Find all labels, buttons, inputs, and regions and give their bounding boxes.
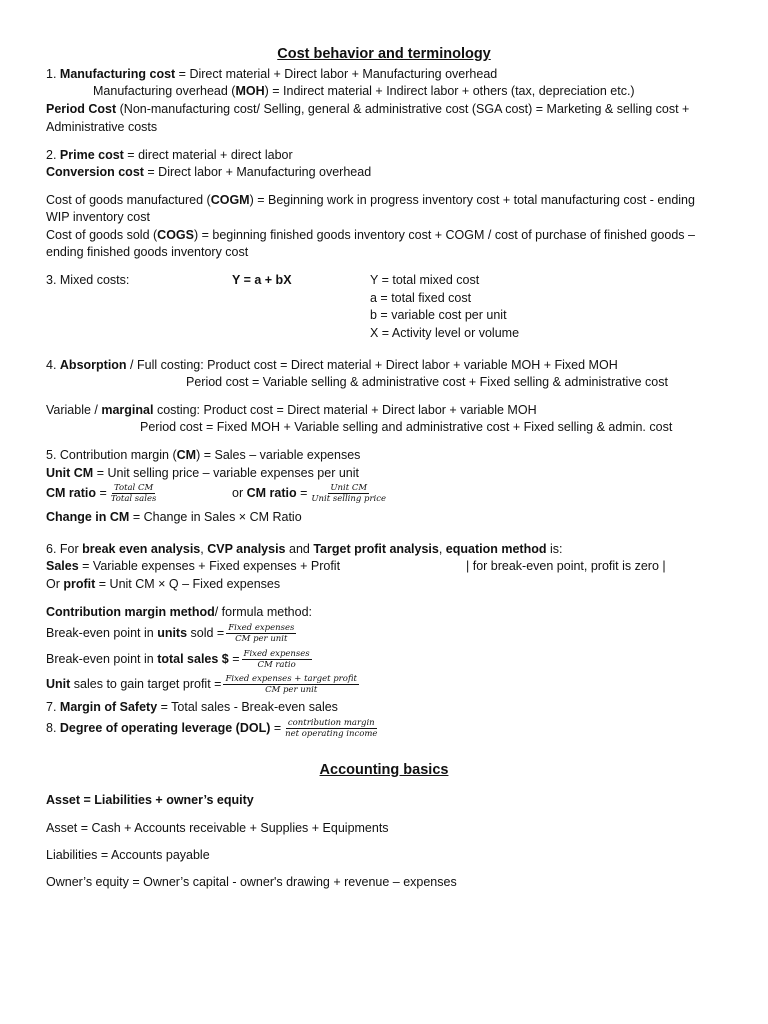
term: Degree of operating leverage (DOL): [59, 721, 271, 735]
change-in-cm-line: [46, 509, 302, 525]
variable-period-line: Period cost = Fixed MOH + Variable selling and administrative cost + Fixed selling & admin. cost: [140, 420, 673, 434]
term: Conversion cost: [46, 165, 144, 179]
period-cost-line-2: Administrative costs: [46, 120, 158, 134]
text: sold =: [187, 626, 225, 640]
numerator: Fixed expenses + target profit: [225, 674, 357, 685]
text: 6. For: [46, 542, 83, 556]
mixed-costs-label: 3. Mixed costs:: [46, 273, 130, 287]
section-title-cost-behavior: Cost behavior and terminology: [277, 46, 491, 62]
asset-line: Asset = Cash + Accounts receivable + Supplies + Equipments: [46, 821, 389, 835]
liabilities-line: Liabilities = Accounts payable: [46, 848, 210, 862]
absorption-line: [46, 357, 618, 373]
term: Target profit analysis: [313, 542, 439, 556]
term: Absorption: [59, 358, 127, 372]
break-even-sales-formula: [46, 646, 312, 672]
period-cost-line: [46, 101, 689, 117]
text: = Unit CM × Q – Fixed expenses: [95, 577, 281, 591]
term: CM: [176, 448, 197, 462]
text: ) = Beginning work in progress inventory cost + total manufacturing cost - ending: [249, 193, 695, 207]
text: = direct material + direct labor: [123, 148, 293, 162]
mixed-costs-formula: Y = a + bX: [232, 273, 292, 287]
dol-formula: [46, 715, 379, 741]
cm-ratio-formula: [46, 480, 158, 506]
break-even-units-formula: [46, 620, 296, 646]
numerator: Unit CM: [330, 483, 368, 494]
moh-line: [93, 83, 635, 99]
term: MOH: [235, 84, 265, 98]
contribution-margin-line: [46, 447, 360, 463]
text: =: [270, 721, 282, 735]
fraction: [226, 623, 296, 644]
numerator: Fixed expenses: [228, 623, 295, 634]
variable-costing-line: [46, 402, 537, 418]
term: Manufacturing cost: [59, 67, 176, 81]
text: 4.: [46, 358, 60, 372]
text: Break-even point in: [46, 626, 158, 640]
conversion-cost-line: [46, 164, 371, 180]
text: = Unit selling price – variable expenses per unit: [93, 466, 359, 480]
margin-of-safety-line: [46, 699, 338, 715]
text: ,: [200, 542, 208, 556]
text: = Direct labor + Manufacturing overhead: [143, 165, 372, 179]
term: Sales: [46, 559, 79, 573]
term: CVP analysis: [207, 542, 286, 556]
text: Or: [46, 577, 64, 591]
text: Manufacturing overhead (: [93, 84, 236, 98]
text: = Change in Sales × CM Ratio: [129, 510, 302, 524]
text: =: [296, 486, 308, 500]
manufacturing-cost-line: [46, 66, 497, 82]
term: CM ratio: [246, 486, 297, 500]
denominator: Total sales: [110, 494, 157, 505]
mixed-def-x: X = Activity level or volume: [370, 326, 520, 340]
text: Variable /: [46, 403, 102, 417]
text: =: [96, 486, 107, 500]
text: =: [228, 652, 240, 666]
text: sales to gain target profit =: [70, 677, 222, 691]
profit-equation-line: [46, 576, 280, 592]
owners-equity-line: Owner’s equity = Owner’s capital - owner's drawing + revenue – expenses: [46, 875, 457, 889]
numerator: Total CM: [113, 483, 154, 494]
term: Unit CM: [46, 466, 94, 480]
fraction: [242, 649, 312, 670]
text: costing: Product cost = Direct material + Direct labor + variable MOH: [153, 403, 537, 417]
term: profit: [63, 577, 96, 591]
text: 8.: [46, 721, 60, 735]
numerator: Fixed expenses: [243, 649, 310, 660]
cogs-line: [46, 227, 695, 243]
text: 1.: [46, 67, 60, 81]
text: ) = Sales – variable expenses: [196, 448, 361, 462]
text: (Non-manufacturing cost/ Selling, general & administrative cost (SGA cost) = Marketing & selling cost +: [116, 102, 690, 116]
term: Unit: [46, 677, 71, 691]
text: Cost of goods manufactured (: [46, 193, 211, 207]
cogs-line-2: ending finished goods inventory cost: [46, 245, 249, 259]
text: Cost of goods sold (: [46, 228, 158, 242]
term: COGM: [210, 193, 250, 207]
term: total sales $: [157, 652, 229, 666]
text: or: [232, 486, 247, 500]
section-title-accounting-basics: Accounting basics: [319, 762, 449, 778]
denominator: net operating income: [285, 729, 378, 740]
term: equation method: [445, 542, 547, 556]
text: ) = Indirect material + Indirect labor + others (tax, depreciation etc.): [264, 84, 635, 98]
fraction: [309, 483, 388, 504]
prime-cost-line: [46, 147, 293, 163]
text: = Variable expenses + Fixed expenses + Profit: [78, 559, 341, 573]
term: Prime cost: [59, 148, 124, 162]
term: CM ratio: [46, 486, 96, 500]
text: ,: [438, 542, 446, 556]
cm-ratio-formula-2: [232, 480, 388, 506]
text: Break-even point in: [46, 652, 158, 666]
break-even-note: | for break-even point, profit is zero |: [466, 559, 666, 573]
denominator: CM per unit: [235, 634, 288, 645]
denominator: Unit selling price: [311, 494, 387, 505]
unit-cm-line: [46, 465, 359, 481]
sales-equation-line: [46, 558, 340, 574]
text: 2.: [46, 148, 60, 162]
denominator: CM per unit: [265, 685, 318, 696]
term: break even analysis: [82, 542, 201, 556]
text: = Total sales - Break-even sales: [157, 700, 338, 714]
mixed-def-b: b = variable cost per unit: [370, 308, 507, 322]
fraction: [283, 718, 379, 739]
cogm-line: [46, 192, 695, 208]
term: marginal: [101, 403, 154, 417]
mixed-def-y: Y = total mixed cost: [370, 273, 480, 287]
text: is:: [546, 542, 563, 556]
text: and: [285, 542, 314, 556]
target-profit-formula: [46, 671, 359, 697]
text: = Direct material + Direct labor + Manufacturing overhead: [175, 67, 498, 81]
text: / Full costing: Product cost = Direct material + Direct labor + variable MOH + Fixed MOH: [126, 358, 618, 372]
fraction: [223, 674, 358, 695]
text: 5. Contribution margin (: [46, 448, 177, 462]
cogm-line-2: WIP inventory cost: [46, 210, 150, 224]
text: / formula method:: [214, 605, 312, 619]
denominator: CM ratio: [257, 660, 296, 671]
numerator: contribution margin: [287, 718, 375, 729]
term: COGS: [157, 228, 194, 242]
text: ) = beginning finished goods inventory cost + COGM / cost of purchase of finished goods –: [193, 228, 695, 242]
break-even-heading: [46, 541, 562, 557]
text: 7.: [46, 700, 60, 714]
cm-method-heading: [46, 604, 312, 620]
accounting-equation-line: Asset = Liabilities + owner’s equity: [46, 793, 254, 807]
mixed-def-a: a = total fixed cost: [370, 291, 472, 305]
term: units: [157, 626, 188, 640]
term: Change in CM: [46, 510, 130, 524]
absorption-period-line: Period cost = Variable selling & administrative cost + Fixed selling & administrative cost: [186, 375, 668, 389]
fraction: [109, 483, 159, 504]
term: Contribution margin method: [46, 605, 215, 619]
term: Period Cost: [46, 102, 117, 116]
term: Margin of Safety: [59, 700, 158, 714]
